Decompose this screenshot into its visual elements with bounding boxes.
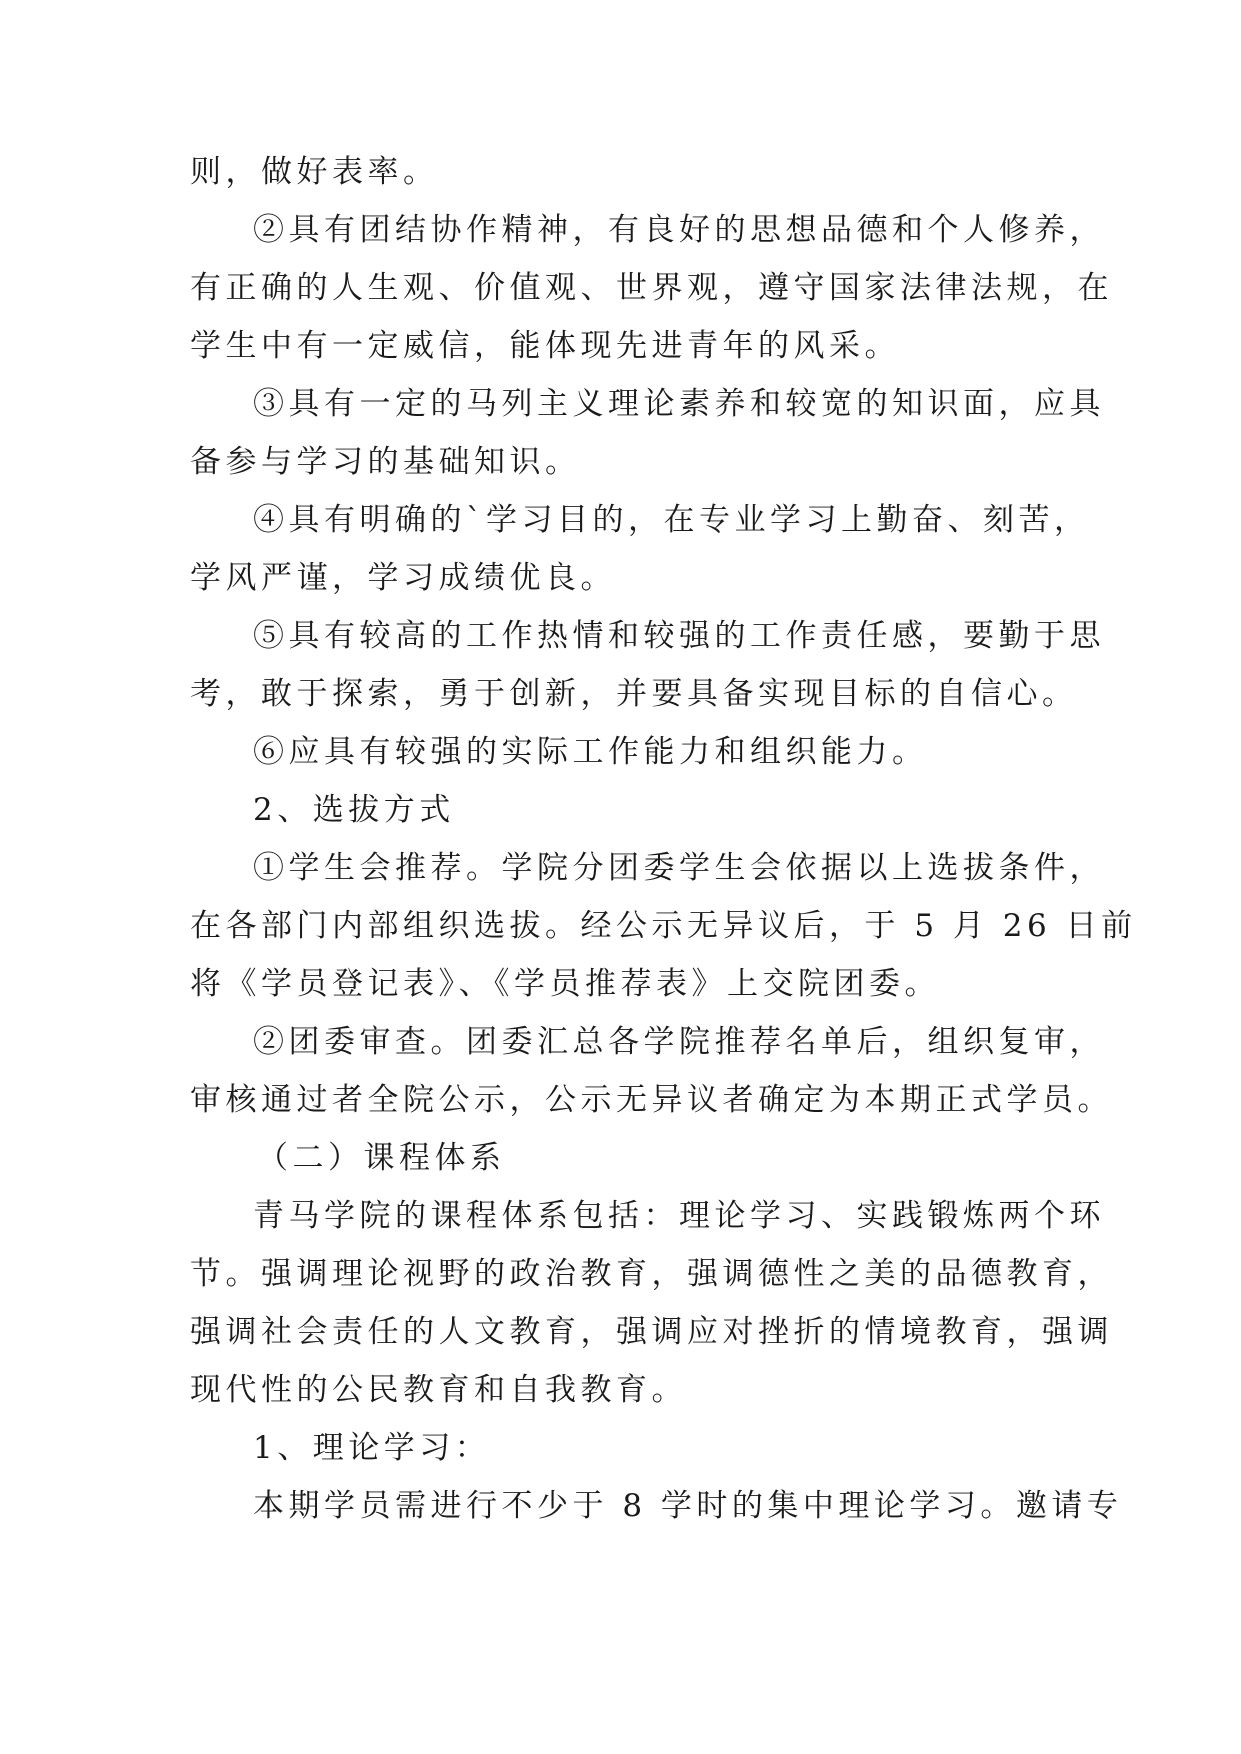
paragraph-line: 现代性的公民教育和自我教育。: [190, 1372, 687, 1408]
paragraph-line: 在各部门内部组织选拔。经公示无异议后，于 5 月 26 日前: [190, 908, 1137, 944]
paragraph-line: ⑤具有较高的工作热情和较强的工作责任感，要勤于思: [253, 618, 1105, 654]
paragraph-line: 则，做好表率。: [190, 154, 439, 190]
paragraph-line: 青马学院的课程体系包括：理论学习、实践锻炼两个环: [253, 1198, 1105, 1234]
paragraph-line: 考，敢于探索，勇于创新，并要具备实现目标的自信心。: [190, 676, 1078, 712]
section-heading: 1、理论学习：: [253, 1430, 491, 1466]
paragraph-line: 强调社会责任的人文教育，强调应对挫折的情境教育，强调: [190, 1314, 1113, 1350]
paragraph-line: ③具有一定的马列主义理论素养和较宽的知识面，应具: [253, 386, 1105, 422]
paragraph-line: 节。强调理论视野的政治教育，强调德性之美的品德教育，: [190, 1256, 1113, 1292]
paragraph-line: ②具有团结协作精神，有良好的思想品德和个人修养，: [253, 212, 1105, 248]
section-heading: 2、选拔方式: [253, 792, 455, 828]
section-heading: （二）课程体系: [257, 1140, 506, 1176]
paragraph-line: ④具有明确的`学习目的，在专业学习上勤奋、刻苦，: [253, 502, 1090, 538]
paragraph-line: 将《学员登记表》、《学员推荐表》上交院团委。: [190, 966, 940, 1002]
paragraph-line: 审核通过者全院公示，公示无异议者确定为本期正式学员。: [190, 1082, 1113, 1118]
paragraph-line: ②团委审查。团委汇总各学院推荐名单后，组织复审，: [253, 1024, 1105, 1060]
paragraph-line: 学生中有一定威信，能体现先进青年的风采。: [190, 328, 900, 364]
paragraph-line: ①学生会推荐。学院分团委学生会依据以上选拔条件，: [253, 850, 1105, 886]
paragraph-line: 本期学员需进行不少于 8 学时的集中理论学习。邀请专: [253, 1488, 1123, 1524]
paragraph-line: ⑥应具有较强的实际工作能力和组织能力。: [253, 734, 928, 770]
paragraph-line: 学风严谨，学习成绩优良。: [190, 560, 616, 596]
paragraph-line: 备参与学习的基础知识。: [190, 444, 581, 480]
paragraph-line: 有正确的人生观、价值观、世界观，遵守国家法律法规，在: [190, 270, 1113, 306]
